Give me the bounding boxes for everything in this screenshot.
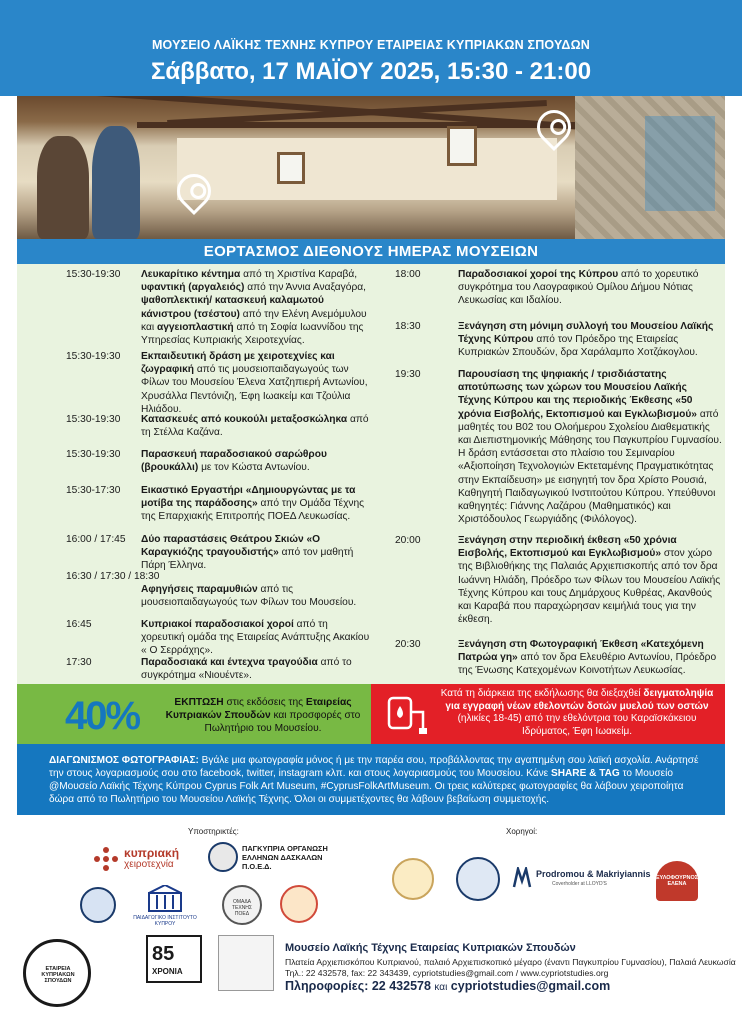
donation-box [371, 684, 725, 744]
supporter-seal-logo [80, 887, 116, 923]
event-description: Παρασκευή παραδοσιακού σαρώθρου (βρουκάλλι) με τον Κώστα Αντωνίου. [141, 449, 327, 474]
event-time: 15:30-19:30 [66, 269, 121, 280]
akaki-dance-logo [280, 885, 318, 923]
sponsor-1-logo [392, 858, 434, 900]
event-description: Ξενάγηση στη μόνιμη συλλογή του Μουσείου Λαϊκής Τέχνης Κύπρου από τον Πρόεδρο της Εταιρείας Κυπριακών Σπουδών, δρα Χαράλαμπο Χοτζάκογλου. [458, 321, 714, 359]
event-time: 18:30 [395, 321, 421, 332]
event-description: Κατασκευές από κουκούλι μεταξοσκώληκα από τη Στέλλα Καζάνα. [141, 414, 369, 439]
section-banner: ΕΟΡΤΑΣΜΟΣ ΔΙΕΘΝΟΥΣ ΗΜΕΡΑΣ ΜΟΥΣΕΙΩΝ [17, 239, 725, 264]
event-description: Παραδοσιακά και έντεχνα τραγούδια από το συγκρότημα «Νιουέντε». [141, 657, 352, 682]
discount-text: ΕΚΠΤΩΣΗ στις εκδόσεις της Εταιρείας Κυπριακών Σπουδών και προσφορές στο Πωλητήριο του Μουσείου. [165, 697, 361, 734]
organizer-title: ΜΟΥΣΕΙΟ ΛΑΪΚΗΣ ΤΕΧΝΗΣ ΚΥΠΡΟΥ ΕΤΑΙΡΕΙΑΣ ΚΥΠΡΙΑΚΩΝ ΣΠΟΥΔΩΝ [151, 38, 591, 52]
logos-section [0, 815, 742, 1030]
event-time: 15:30-19:30 [66, 449, 121, 460]
sponsors-label: Χορηγοί: [506, 827, 538, 836]
xylofournos-elena-logo: ΞΥΛΟΦΟΥΡΝΟΣ ΕΛΕΝΑ [656, 861, 698, 901]
event-description: Δύο παραστάσεις Θεάτρου Σκιών «Ο Καραγκιόζης τραγουδιστής» από τον μαθητή Πάρη Έλληνα. [141, 534, 354, 572]
event-time: 20:30 [395, 639, 421, 650]
event-description: Παρουσίαση της ψηφιακής / τρισδιάστατης αποτύπωσης των χώρων του Μουσείου Λαϊκής Τέχνης Κύπρου και της περιοδικής Έκθεσης «50 χρόνια Εισβολής, Εκτοπισμού και Εγκλωβισμού» από μαθητές του Β02 του Ολοήμερου Σχολείου Διαθεματικής και Διεπιστημονικής Μάθησης του Παγκυπρίου Γυμνασίου. Η δράση εντάσσεται στο πλαίσιο του Σεμιναρίου «Αξιοποίηση Τεχνολογιών Εκτεταμένης Πραγματικότητας στην Εκπαίδευση» με εισηγητή τον δρα Χρίστο Ρουσιά, Καθηγητή Παιδαγωγικού Ινστιτούτου Κύπρου. Υπεύθυνοι καθηγητές: Γιάννης Λαζάρου (Μαθηματικός) και Χριστόδουλος Γεωργιάδης (Φιλόλογος). [458, 369, 722, 526]
discount-box [17, 684, 371, 744]
event-description: Ξενάγηση στη Φωτογραφική Έκθεση «Κατεχόμενη Πατρώα γη» από τον δρα Ελευθέριο Αντωνίου, Πρόεδρο της Ένωσης Κατεχομένων Κοινοτήτων Λευκωσίας. [458, 639, 717, 677]
event-time: 16:00 / 17:45 [66, 534, 126, 545]
event-time: 16:30 / 17:30 / 18:30 [66, 571, 160, 582]
event-time: 16:45 [66, 619, 92, 630]
header [0, 0, 742, 96]
event-time: 15:30-19:30 [66, 351, 121, 362]
supporters-label: Υποστηρικτές: [188, 827, 239, 836]
kypriaki-xeirotexnia-logo: κυπριακή χειροτεχνία [92, 845, 202, 875]
event-description: Ξενάγηση στην περιοδική έκθεση «50 χρόνια Εισβολής, Εκτοπισμού και Εγκλωβισμού» στον χώρο της Βιβλιοθήκης της Παλαιάς Αρχιεπισκοπής από τον δρα Ιωάννη Ηλιάδη, Πρόεδρο των Φίλων του Μουσείου Λαϊκής Τέχνης Κύπρου και τους Δημάρχους Κυθρέας, Ακανθούς και Καραβά που παραχώρησαν κειμήλιά τους για την έκθεση. [458, 535, 721, 626]
event-description: Κυπριακοί παραδοσιακοί χοροί από τη χορευτική ομάδα της Εταιρείας Ανάπτυξης Ακακίου « Ο Σερράχης». [141, 619, 370, 657]
event-time: 20:00 [395, 535, 421, 546]
society-cypriot-studies-logo: ΕΤΑΙΡΕΙΑ ΚΥΠΡΙΑΚΩΝ ΣΠΟΥΔΩΝ [23, 939, 91, 1007]
footer-info: Πληροφορίες: 22 432578 και cypriotstudies@gmail.com [285, 979, 611, 993]
footer-contact: Τηλ.: 22 432578, fax: 22 343439, cypriotstudies@gmail.com / www.cypriotstudies.org [285, 968, 609, 978]
footer-title: Μουσείο Λαϊκής Τέχνης Εταιρείας Κυπριακών Σπουδών [285, 942, 576, 954]
event-time: 19:30 [395, 369, 421, 380]
stone-wall-photo [575, 96, 725, 239]
donation-text: Κατά τη διάρκεια της εκδήλωσης θα διεξαχθεί δειγματοληψία για εγγραφή νέων εθελοντών δοτών μυελού των οστών (ηλικίες 18-45) από την εθελόντρια του Καραϊσκάκειου Ιδρύματος, Έφη Ιωακείμ. [440, 688, 714, 737]
event-date: Σάββατο, 17 ΜΑΪΟΥ 2025, 15:30 - 21:00 [150, 58, 592, 85]
event-description: Αφηγήσεις παραμυθιών από τις μουσειοπαιδαγωγούς των Φίλων του Μουσείου. [141, 584, 357, 609]
sponsor-2-logo [456, 857, 500, 901]
omada-texnis-poed-logo: ΟΜΑΔΑ ΤΕΧΝΗΣ ΠΟΕΔ [222, 885, 262, 925]
event-description: Παραδοσιακοί χοροί της Κύπρου από το χορευτικό συγκρότημα του Λαογραφικού Ομίλου Δήμου Νότιας Λευκωσίας και Ιδαλίου. [458, 269, 699, 307]
85-years-logo: 85 ΧΡΟΝΙΑ [146, 935, 202, 983]
event-description: Εικαστικό Εργαστήρι «Δημιουργώντας με τα μοτίβα της παράδοσης» από την Ομάδα Τέχνης της Επαρχιακής Επιτροπής ΠΟΕΔ Λευκωσίας. [141, 485, 365, 523]
event-description: Λευκαρίτικο κέντημα από τη Χριστίνα Καραβά, υφαντική (αργαλειός) από την Άννια Αναξαγόρα, ψαθοπλεκτική/ κατασκευή καλαμωτού κάνιστρου (τσέστου) από την Ελένη Ανεμόμυλου και αγγειοπλαστική από τη Σοφία Ιωαννίδου της Υπηρεσίας Κυπριακής Χειροτεχνίας. [141, 269, 367, 347]
pedagogical-institute-logo: ΠΑΙΔΑΓΩΓΙΚΟ ΙΝΣΤΙΤΟΥΤΟ ΚΥΠΡΟΥ [130, 885, 200, 929]
friends-of-museum-logo [218, 935, 274, 991]
event-description: Εκπαιδευτική δράση με χειροτεχνίες και ζωγραφική από τις μουσειοπαιδαγωγούς των Φίλων του Μουσείου Έλενα Χατζηπιερή Αντωνίου, Χρυσάλλα Πεντόνιζη, Έφη Ιωακείμ και Τζούλια Ηλιάδου. [141, 351, 368, 415]
event-time: 15:30-19:30 [66, 414, 121, 425]
event-time: 17:30 [66, 657, 92, 668]
event-time: 15:30-17:30 [66, 485, 121, 496]
event-time: 18:00 [395, 269, 421, 280]
discount-percent: 40% [65, 694, 140, 738]
museum-panorama-photo [17, 96, 725, 239]
poed-logo: ΠΑΓΚΥΠΡΙΑ ΟΡΓΑΝΩΣΗ ΕΛΛΗΝΩΝ ΔΑΣΚΑΛΩΝ Π.Ο.Ε.Δ. [208, 842, 328, 878]
blood-bag-icon [383, 692, 431, 736]
photo-contest-text: ΔΙΑΓΩΝΙΣΜΟΣ ΦΩΤΟΓΡΑΦΙΑΣ: Βγάλε μια φωτογραφία μόνος ή με την παρέα σου, προβάλλοντας την αγαπημένη σου λαϊκή ασχολία. Ανάρτησέ την στους λογαριασμούς σου στο facebook, twitter, instagram κλπ. και στους λογαριασμούς του Μουσείου. Κάνε SHARE & TAG το Μουσείο @Μουσείο Λαϊκής Τέχνης Κύπρου Cyprus Folk Art Museum, #CyprusFolkArtMuseum. Οι τρεις καλύτερες φωτογραφίες θα λάβουν χειροποίητα δώρα από το Πωλητήριο του Μουσείου Λαϊκής Τέχνης. Όλοι οι συμμετέχοντες θα λάβουν βεβαίωση συμμετοχής. [17, 744, 725, 815]
program-schedule [17, 264, 725, 684]
footer-address: Πλατεία Αρχιεπισκόπου Κυπριανού, παλαιό Αρχιεπισκοπικό μέγαρο (έναντι Παγκυπρίου Γυμνασίου), Παλαιά Λευκωσία [285, 957, 736, 967]
prodromou-makriyiannis-logo: Prodromou & Makriyiannis Coverholder at LLOYD'S [512, 867, 640, 895]
